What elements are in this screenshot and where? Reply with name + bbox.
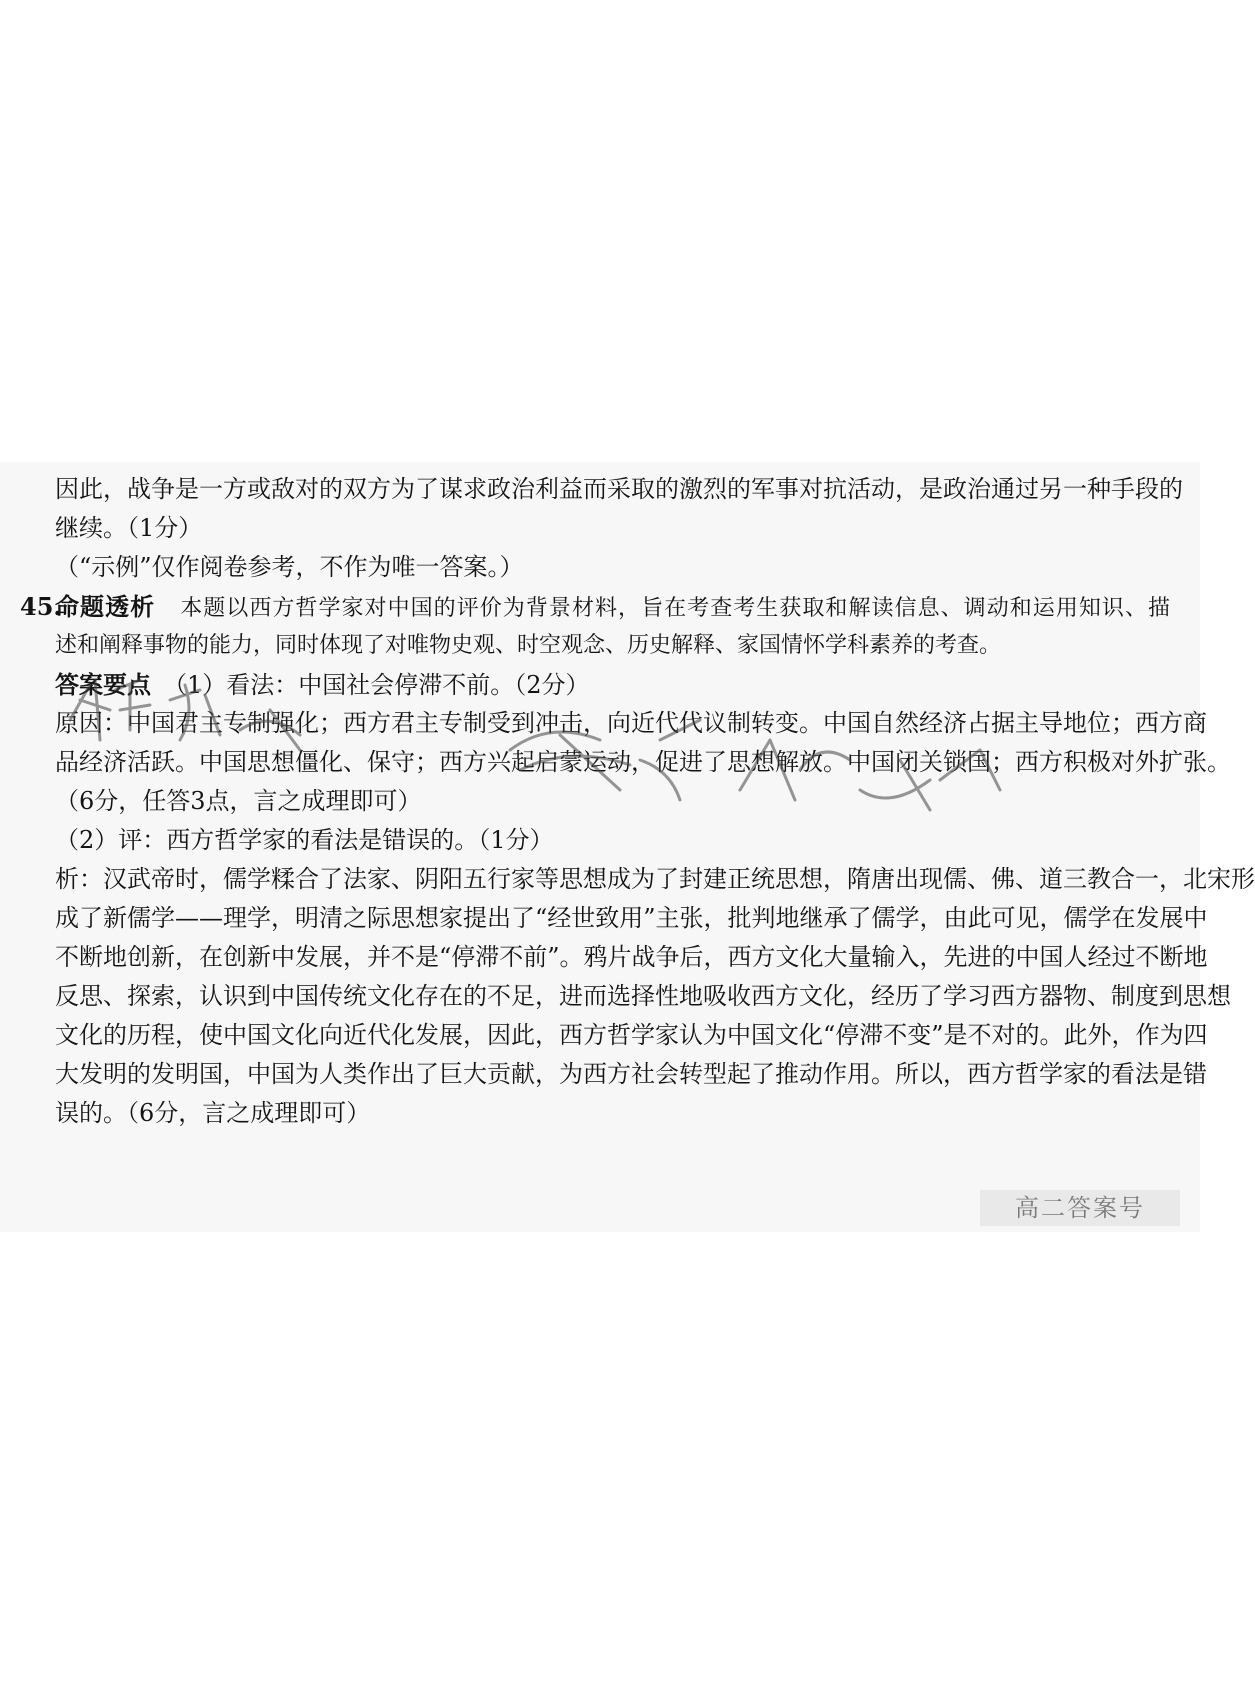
reason-line-2: 品经济活跃。中国思想僵化、保守；西方兴起启蒙运动，促进了思想解放。中国闭关锁国；西方积极对外扩张。 <box>55 748 1231 776</box>
continuation-line-1: 因此，战争是一方或敌对的双方为了谋求政治利益而采取的激烈的军事对抗活动，是政治通过另一种手段的 <box>55 475 1183 503</box>
answer-points-label: 答案要点 <box>55 670 151 699</box>
question-number: 45. <box>20 592 62 621</box>
explain-line-1: 析：汉武帝时，儒学糅合了法家、阴阳五行家等思想成为了封建正统思想，隋唐出现儒、佛、道三教合一，北宋形 <box>55 865 1255 893</box>
continuation-line-2: 继续。（1分） <box>55 514 203 542</box>
answer-document <box>20 470 1255 1133</box>
q45-analysis-line-1 <box>20 587 1170 626</box>
point1-view: （1）看法：中国社会停滞不前。（2分） <box>175 671 590 699</box>
analysis-text-1: 本题以西方哲学家对中国的评价为背景材料，旨在考查考生获取和解读信息、调动和运用知识、描 <box>180 596 1170 621</box>
q45-analysis-line-2: 述和阐释事物的能力，同时体现了对唯物史观、时空观念、历史解释、家国情怀学科素养的考查。 <box>55 633 1002 658</box>
point2-judgement: （2）评：西方哲学家的看法是错误的。（1分） <box>55 826 554 854</box>
explain-line-3: 不断地创新，在创新中发展，并不是“停滞不前”。鸦片战争后，西方文化大量输入，先进的中国人经过不断地 <box>55 943 1208 971</box>
explain-line-7: 误的。（6分，言之成理即可） <box>55 1099 371 1127</box>
reason-line-3: （6分，任答3点，言之成理即可） <box>55 787 422 815</box>
analysis-label: 命题透析 <box>55 592 156 621</box>
explain-line-2: 成了新儒学——理学，明清之际思想家提出了“经世致用”主张，批判地继承了儒学，由此可见，儒学在发展中 <box>55 904 1208 932</box>
reason-line-1: 原因：中国君主专制强化；西方君主专制受到冲击，向近代代议制转变。中国自然经济占据主导地位；西方商 <box>55 709 1207 737</box>
explain-line-4: 反思、探索，认识到中国传统文化存在的不足，进而选择性地吸收西方文化，经历了学习西方器物、制度到思想 <box>55 982 1231 1010</box>
answer-points-line <box>55 665 1170 704</box>
example-note: （“示例”仅作阅卷参考，不作为唯一答案。） <box>55 553 524 581</box>
explain-line-5: 文化的历程，使中国文化向近代化发展，因此，西方哲学家认为中国文化“停滞不变”是不对的。此外，作为四 <box>55 1021 1208 1049</box>
watermark-stamp: 高二答案号 <box>980 1190 1180 1226</box>
explain-line-6: 大发明的发明国，中国为人类作出了巨大贡献，为西方社会转型起了推动作用。所以，西方哲学家的看法是错 <box>55 1060 1207 1088</box>
